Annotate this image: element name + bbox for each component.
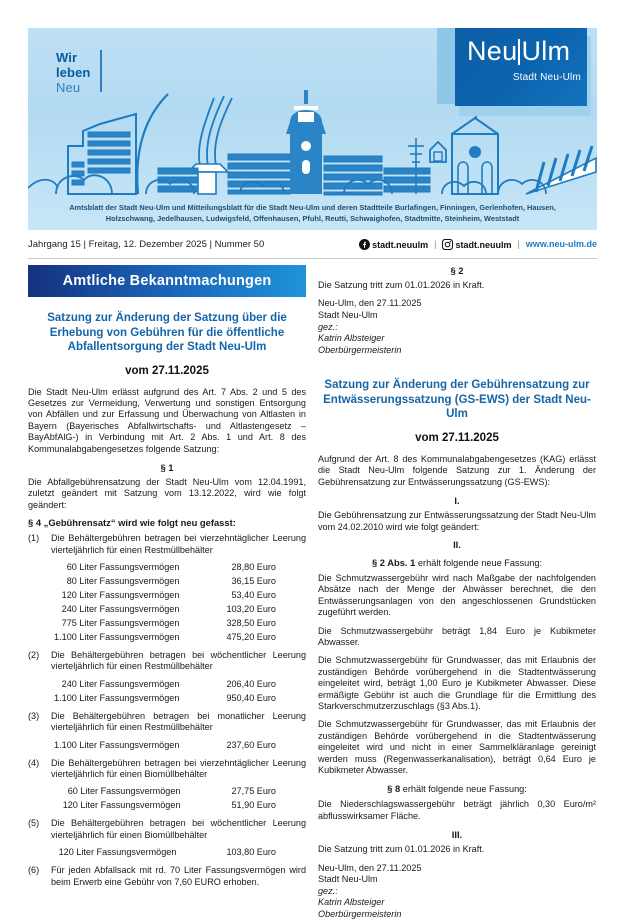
article2-roman-1: I. xyxy=(454,495,460,507)
fee-amount: 28,80 Euro xyxy=(231,561,276,572)
fee-table xyxy=(28,845,306,859)
article1-item xyxy=(28,711,306,734)
article1-item xyxy=(28,865,306,888)
fee-amount: 51,90 Euro xyxy=(231,800,276,811)
article1-para4-heading: § 4 „Gebührensatz“ wird wie folgt neu gefasst: xyxy=(28,517,236,529)
fee-label: 1.100 Liter Fassungsvermögen xyxy=(54,631,180,642)
signature-name: Katrin Albsteiger xyxy=(318,897,385,908)
fee-label: 80 Liter Fassungsvermögen xyxy=(66,575,180,586)
article2-preamble: Aufgrund der Art. 8 des Kommunalabgabengesetzes (KAG) erlässt die Stadt Neu-Ulm folgende Satzung zur 1. Änderung der Gebührensatzung zur Entwässerungssatzung (GS-EWS): xyxy=(318,453,596,487)
signature-organisation: Stadt Neu-Ulm xyxy=(318,874,378,885)
article1-title: Satzung zur Änderung der Satzung über die Erhebung von Gebühren für die öffentliche Abfallentsorgung der Stadt Neu-Ulm xyxy=(47,312,287,353)
item-number: (1) xyxy=(28,533,40,544)
item-number: (2) xyxy=(28,649,40,660)
fee-label: 120 Liter Fassungsvermögen xyxy=(61,589,180,600)
signature-role: Oberbürgermeisterin xyxy=(318,909,402,919)
fee-amount: 27,75 Euro xyxy=(231,786,276,797)
item-text: Die Behältergebühren betragen bei vierzehntäglicher Leerung vierteljährlich für einen Restmüllbehälter xyxy=(51,533,306,555)
article2-p3: Die Schmutzwassergebühr für Grundwasser, das mit Erlaubnis der zuständigen Behörde vorübergehend in die Stadtentwässerung eingeleitet wird, beträgt 1,00 Euro je Kubikmeter Abwasser. Diese ermäßigte Gebühr ist auch die Grundlage für die Ermittlung des Starkverschmutzerzuschlags (§3 Abs.1). xyxy=(318,655,596,711)
fee-row xyxy=(28,677,306,691)
fee-label: 120 Liter Fassungsvermögen xyxy=(58,847,177,858)
item-text: Die Behältergebühren betragen bei vierzehntäglicher Leerung vierteljährlich für einen Biomüllbehälter xyxy=(51,757,306,779)
fee-label: 60 Liter Fassungsvermögen xyxy=(66,561,180,572)
item-text: Die Behältergebühren betragen bei wöchentlicher Leerung vierteljährlich für einen Restmüllbehälter xyxy=(51,649,306,672)
para-ref-rest: erhält folgende neue Fassung: xyxy=(415,557,543,568)
signature-gez: gez.: xyxy=(318,321,338,332)
fee-row xyxy=(28,691,306,705)
fee-amount: 103,80 Euro xyxy=(226,847,276,858)
fee-amount: 950,40 Euro xyxy=(226,692,276,703)
social-links xyxy=(359,239,597,250)
fee-amount: 36,15 Euro xyxy=(231,575,276,586)
article2-signature xyxy=(318,863,596,921)
fee-row xyxy=(28,630,306,644)
fee-row xyxy=(28,798,306,812)
logo-wordmark xyxy=(467,36,570,66)
fee-table xyxy=(28,560,306,644)
fee-row xyxy=(28,738,306,752)
claim-line-2: leben xyxy=(56,65,91,80)
fee-row xyxy=(28,616,306,630)
article1-item xyxy=(28,533,306,556)
signature-name: Katrin Albsteiger xyxy=(318,333,385,344)
item-number: (4) xyxy=(28,757,40,768)
fee-amount: 475,20 Euro xyxy=(226,631,276,642)
article1-date: vom 27.11.2025 xyxy=(125,364,209,377)
para-ref-rest: erhält folgende neue Fassung: xyxy=(400,784,527,795)
article2-title: Satzung zur Änderung der Gebührensatzung zur Entwässerungssatzung (GS-EWS) der Stadt Neu-Ulm xyxy=(323,379,591,421)
left-column xyxy=(28,265,306,921)
instagram-link[interactable] xyxy=(442,239,511,250)
signature-organisation: Stadt Neu-Ulm xyxy=(318,310,378,320)
signature-role: Oberbürgermeisterin xyxy=(318,344,402,355)
article2-p5: Die Niederschlagswassergebühr beträgt jährlich 0,30 Euro/m² abflusswirksamer Fläche. xyxy=(318,799,596,821)
masthead xyxy=(28,28,597,230)
article2-roman-1-text: Die Gebührensatzung zur Entwässerungssatzung der Stadt Neu-Ulm vom 24.02.2010 wird wie folgt geändert: xyxy=(318,510,597,532)
fee-table xyxy=(28,784,306,812)
facebook-link[interactable] xyxy=(359,239,428,250)
city-logo xyxy=(455,28,591,112)
fee-label: 60 Liter Fassungsvermögen xyxy=(67,786,181,797)
article2-roman-3: III. xyxy=(451,829,463,841)
fee-amount: 328,50 Euro xyxy=(226,617,276,628)
article1-para2-text: Die Satzung tritt zum 01.01.2026 in Kraft. xyxy=(318,280,485,290)
fee-table xyxy=(28,738,306,752)
claim-line-1: Wir xyxy=(56,50,78,65)
signature-place-date: Neu-Ulm, den 27.11.2025 xyxy=(318,298,422,309)
item-text: Die Behältergebühren betragen bei monatlicher Leerung vierteljährlich für einen Restmüllbehälter xyxy=(51,710,306,733)
article2-p4: Die Schmutzwassergebühr für Grundwasser, das mit Erlaubnis der zuständigen Behörde vorübergehend in die Stadtentwässerung eingeleitet wird und nicht in einer Sammelkläranlage gereinigt werden muss (Regenwasserkanalisation), beträgt 0,64 Euro je Kubikmeter Abwasser. xyxy=(318,719,596,775)
fee-amount: 206,40 Euro xyxy=(226,678,276,689)
section-banner-label: Amtliche Bekanntmachungen xyxy=(62,273,272,289)
logo-word-neu: Neu xyxy=(467,36,518,66)
website-link[interactable]: www.neu-ulm.de xyxy=(525,239,597,249)
social-separator-2: | xyxy=(517,239,520,249)
article2-p2: Die Schmutzwassergebühr beträgt 1,84 Euro je Kubikmeter Abwasser. xyxy=(318,625,596,647)
fee-row xyxy=(28,588,306,602)
instagram-handle: stadt.neuulm xyxy=(455,239,512,250)
masthead-caption: Amtsblatt der Stadt Neu-Ulm und Mitteilungsblatt für die Stadt Neu-Ulm und deren Stadtteile Burlafingen, Finningen, Gerlenhofen, Hausen, Holzschwang, Jedelhausen, Ludwigsfeld, Offenhausen, Pfuhl, Reutti, Schwaighofen, Stadtmitte, Steinheim, Weststadt xyxy=(69,203,556,223)
article1-signature xyxy=(318,298,596,356)
logo-word-ulm: Ulm xyxy=(521,36,571,66)
article1-para1-text: Die Abfallgebührensatzung der Stadt Neu-Ulm vom 12.04.1991, zuletzt geändert mit Satzung vom 13.12.2022, wird wie folgt geändert: xyxy=(28,476,306,510)
para-ref: § 2 Abs. 1 xyxy=(371,556,416,568)
section-banner-official-notices xyxy=(28,265,306,297)
fee-amount: 53,40 Euro xyxy=(231,589,276,600)
para-ref: § 8 xyxy=(387,783,401,795)
item-number: (6) xyxy=(28,865,40,876)
facebook-icon xyxy=(359,239,370,250)
content-columns xyxy=(28,265,597,921)
right-column xyxy=(318,265,596,921)
logo-subtitle: Stadt Neu-Ulm xyxy=(512,72,581,83)
fee-label: 775 Liter Fassungsvermögen xyxy=(61,617,180,628)
item-text: Die Behältergebühren betragen bei wöchentlicher Leerung vierteljährlich für einen Biomüllbehälter xyxy=(51,818,306,840)
item-number: (3) xyxy=(28,710,40,721)
instagram-icon xyxy=(442,239,453,250)
fee-table xyxy=(28,677,306,705)
issue-details: Jahrgang 15 | Freitag, 12. Dezember 2025 | Nummer 50 xyxy=(28,238,265,250)
fee-label: 1.100 Liter Fassungsvermögen xyxy=(54,692,180,703)
article1-item xyxy=(28,650,306,673)
facebook-handle: stadt.neuulm xyxy=(372,239,429,250)
article2-para2abs1-heading xyxy=(318,557,596,568)
article2-para8-heading xyxy=(318,783,596,794)
fee-row xyxy=(28,560,306,574)
article2-roman-3-text: Die Satzung tritt zum 01.01.2026 in Kraft. xyxy=(318,844,485,855)
item-text: Für jeden Abfallsack mit rd. 70 Liter Fassungsvermögen wird beim Erwerb eine Gebühr von 7,60 EURO erhoben. xyxy=(51,865,306,887)
fee-row xyxy=(28,784,306,798)
article1-item xyxy=(28,818,306,841)
fee-label: 240 Liter Fassungsvermögen xyxy=(61,603,180,614)
article2-p1: Die Schmutzwassergebühr wird nach Maßgabe der nachfolgenden Absätze nach der Menge der Abwässer berechnet, die den Entwässerungsanlagen von den angeschlossenen Grundstücken zugeführt werden. xyxy=(318,572,596,618)
issue-info-row xyxy=(28,230,597,259)
fee-label: 120 Liter Fassungsvermögen xyxy=(62,800,181,811)
article2-date: vom 27.11.2025 xyxy=(415,431,499,444)
article1-preamble: Die Stadt Neu-Ulm erlässt aufgrund des Art. 7 Abs. 2 und 5 des Gesetzes zur Vermeidung, Verwertung und sonstigen Entsorgung von Abfällen und zur Erfassung und Überwachung von Altlasten in Bayern (Bayerisches Abfallwirtschafts- und Altlastengesetz –BayAbfAlG-) in Verbindung mit Art. 2 Abs. 1 und Art. 8 des Kommunalabgabengesetzes folgende Satzung: xyxy=(28,386,306,454)
social-separator-1: | xyxy=(434,239,437,249)
signature-gez: gez.: xyxy=(318,885,338,896)
signature-place-date: Neu-Ulm, den 27.11.2025 xyxy=(318,862,422,873)
claim-line-3: Neu xyxy=(56,80,81,95)
article1-para2-mark: § 2 xyxy=(450,265,464,276)
item-number: (5) xyxy=(28,818,40,829)
fee-label: 1.100 Liter Fassungsvermögen xyxy=(54,739,180,750)
fee-row xyxy=(28,602,306,616)
fee-amount: 103,20 Euro xyxy=(226,603,276,614)
article1-item xyxy=(28,758,306,781)
fee-amount: 237,60 Euro xyxy=(226,739,276,750)
fee-label: 240 Liter Fassungsvermögen xyxy=(61,678,180,689)
article1-para1-mark: § 1 xyxy=(160,461,174,473)
fee-row xyxy=(28,845,306,859)
fee-row xyxy=(28,574,306,588)
article2-roman-2: II. xyxy=(453,538,461,550)
